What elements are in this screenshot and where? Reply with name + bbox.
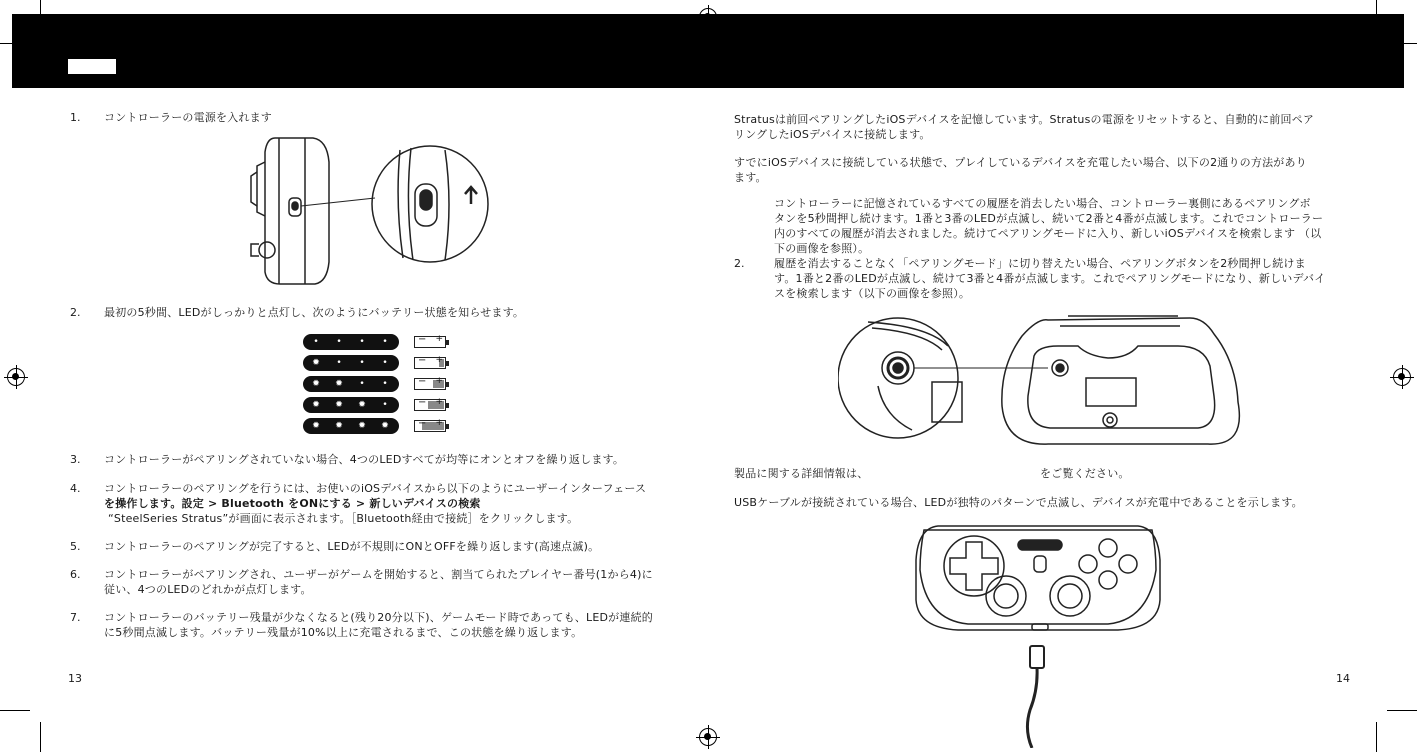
registration-mark-icon <box>699 728 717 746</box>
step-number: 6. <box>70 568 81 581</box>
led-off-icon: • <box>382 400 388 410</box>
step-text: コントローラーのペアリングを行うには、お使いのiOSデバイスから以下のようにユーザーインターフェース <box>104 482 647 495</box>
led-row <box>303 334 399 350</box>
led-off-icon: • <box>313 337 319 347</box>
led-lit-icon: ✹ <box>358 400 366 410</box>
led-lit-icon: ✹ <box>335 400 343 410</box>
step-text: コントローラーがペアリングされ、ユーザーがゲームを開始すると、割当てられたプレイヤー番号(1から4)に <box>104 568 653 581</box>
charge-text: ます。 <box>734 171 767 184</box>
battery-icon <box>414 378 446 390</box>
led-row <box>303 355 399 371</box>
led-off-icon: • <box>336 358 342 368</box>
plus-icon: + <box>435 376 443 386</box>
minus-icon: − <box>418 355 427 366</box>
led-lit-icon: ✹ <box>335 421 343 431</box>
led-lit-icon: ✹ <box>381 421 389 431</box>
crop-mark <box>40 722 41 752</box>
intro-text: リングしたiOSデバイスに接続します。 <box>734 128 931 141</box>
step-text-bold: を操作します。設定 > Bluetooth をONにする > 新しいデバイスの検索 <box>104 497 481 510</box>
crop-mark <box>1387 710 1417 711</box>
step-text: コントローラーのバッテリー残量が少なくなると(残り20分以下)、ゲームモード時であっても、LEDが連続的 <box>104 611 653 624</box>
step-text: に5秒間点滅します。バッテリー残量が10%以上に充電されるまで、この状態を繰り返します。 <box>104 626 583 639</box>
minus-icon: − <box>418 397 427 408</box>
led-off-icon: • <box>359 337 365 347</box>
battery-icon <box>414 399 446 411</box>
power-switch-illustration <box>245 132 525 290</box>
step-number: 4. <box>70 482 81 495</box>
more-info-text: をご覧ください。 <box>1040 467 1130 480</box>
led-lit-icon: ✹ <box>312 379 320 389</box>
step-text: コントローラーがペアリングされていない場合、4つのLEDすべてが均等にオンとオフを繰り返します。 <box>104 453 625 466</box>
more-info-text: 製品に関する詳細情報は、 <box>734 467 869 480</box>
led-lit-icon: ✹ <box>312 358 320 368</box>
step-text: コントローラーのペアリングが完了すると、LEDが不規則にONとOFFを繰り返します(高速点滅)。 <box>104 540 600 553</box>
minus-icon: − <box>418 334 427 345</box>
step-number: 7. <box>70 611 81 624</box>
pairing-button-illustration <box>838 306 1248 458</box>
led-off-icon: • <box>336 337 342 347</box>
controller-back-body <box>1002 318 1240 444</box>
method-1-text: コントローラーに記憶されているすべての履歴を消去したい場合、コントローラー裏側にあるペアリングボ <box>774 197 1311 210</box>
usb-charging-illustration <box>908 520 1168 748</box>
led-off-icon: • <box>382 358 388 368</box>
led-lit-icon: ✹ <box>312 400 320 410</box>
step-number: 1. <box>70 111 81 124</box>
battery-icon <box>414 420 446 432</box>
plus-icon: + <box>435 418 443 428</box>
usb-text: USBケーブルが接続されている場合、LEDが独特のパターンで点滅し、デバイスが充電中であることを示します。 <box>734 496 1303 509</box>
step-text: 従い、4つのLEDのどれかが点灯します。 <box>104 583 312 596</box>
page-number: 14 <box>1336 672 1350 685</box>
led-row <box>303 397 399 413</box>
method-1-text: 内のすべての履歴が消去されました。続けてペアリングモードに入り、新しいiOSデバイスを検索します （以 <box>774 227 1322 240</box>
registration-mark-icon <box>1393 368 1411 386</box>
led-lit-icon: ✹ <box>312 421 320 431</box>
crop-mark <box>1376 722 1377 752</box>
plus-icon: + <box>435 355 443 365</box>
plus-icon: + <box>435 334 443 344</box>
step-text: “SteelSeries Stratus”が画面に表示されます。［Bluetooth経由で接続］をクリックします。 <box>108 512 579 525</box>
led-off-icon: • <box>382 379 388 389</box>
led-lit-icon: ✹ <box>358 421 366 431</box>
method-2-text: 履歴を消去することなく「ペアリングモード」に切り替えたい場合、ペアリングボタンを2秒間押し続けま <box>774 257 1306 270</box>
led-lit-icon: ✹ <box>335 379 343 389</box>
language-tab <box>68 59 116 74</box>
method-number: 2. <box>734 257 745 270</box>
step-number: 2. <box>70 306 81 319</box>
led-row <box>303 418 399 434</box>
step-number: 5. <box>70 540 81 553</box>
led-off-icon: • <box>359 358 365 368</box>
battery-icon <box>414 336 446 348</box>
led-row <box>303 376 399 392</box>
page-number: 13 <box>68 672 82 685</box>
intro-text: Stratusは前回ペアリングしたiOSデバイスを記憶しています。Stratusの電源をリセットすると、自動的に前回ペア <box>734 113 1315 126</box>
step-text: コントローラーの電源を入れます <box>104 111 272 124</box>
step-number: 3. <box>70 453 81 466</box>
method-1-text: タンを5秒間押し続けます。1番と3番のLEDが点滅し、続いて2番と4番が点滅します。これでコントローラー <box>774 212 1324 225</box>
charge-text: すでにiOSデバイスに接続している状態で、プレイしているデバイスを充電したい場合、以下の2通りの方法があり <box>734 156 1307 169</box>
method-1-text: 下の画像を参照）。 <box>774 242 870 255</box>
led-strip <box>1018 540 1062 550</box>
crop-mark <box>0 710 30 711</box>
led-off-icon: • <box>359 379 365 389</box>
plus-icon: + <box>435 397 443 407</box>
minus-icon: − <box>418 376 427 387</box>
method-2-text: す。1番と2番のLEDが点滅し、続けて3番と4番が点滅します。これでペアリングモードになり、新しいデバイ <box>774 272 1326 285</box>
registration-mark-icon <box>7 368 25 386</box>
controller-side-body <box>265 138 329 284</box>
minus-icon: − <box>418 418 427 429</box>
method-2-text: スを検索します（以下の画像を参照）。 <box>774 287 971 300</box>
battery-icon <box>414 357 446 369</box>
header-bar <box>12 14 1404 88</box>
led-off-icon: • <box>382 337 388 347</box>
step-text: 最初の5秒間、LEDがしっかりと点灯し、次のようにバッテリー状態を知らせます。 <box>104 306 525 319</box>
